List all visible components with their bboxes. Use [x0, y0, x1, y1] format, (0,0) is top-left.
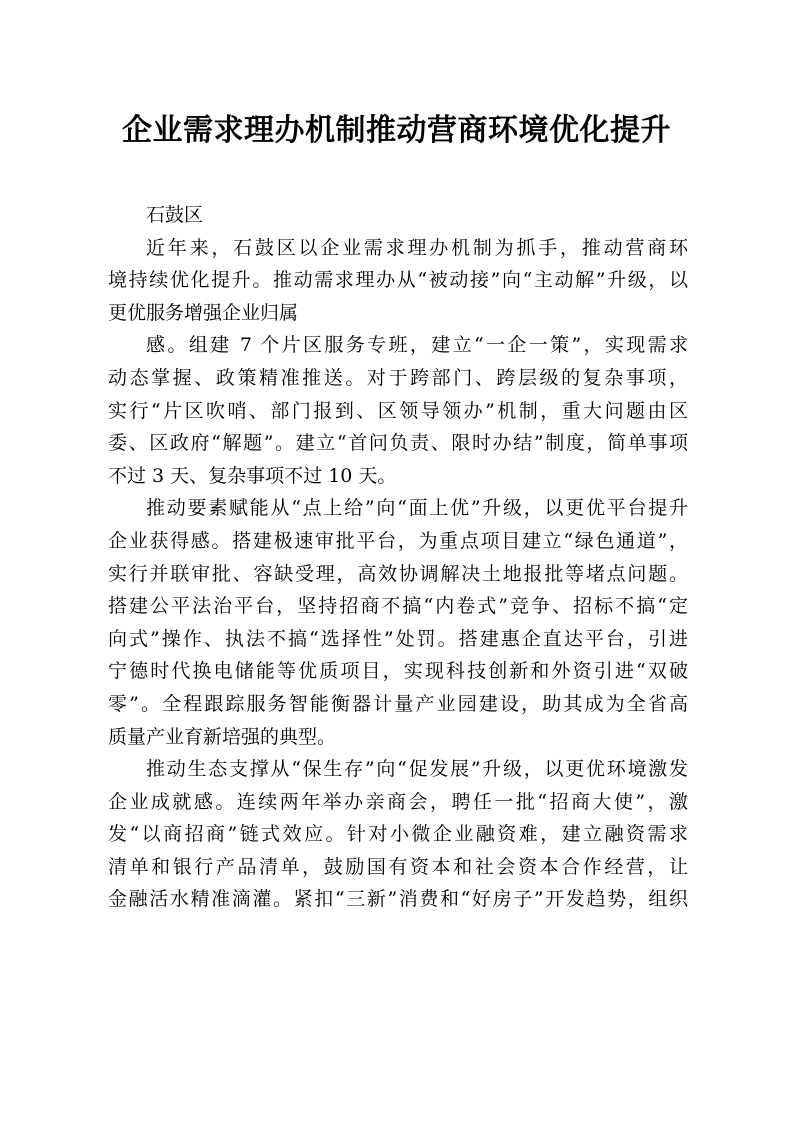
paragraph-line: 推动要素赋能从“点上给”向“面上优”升级，以更优平台提升	[146, 497, 688, 520]
paragraph-line: 宁德时代换电储能等优质项目，实现科技创新和外资引进“双破	[108, 660, 688, 683]
paragraph-line: 推动生态支撑从“保生存”向“促发展”升级，以更优环境激发	[146, 758, 688, 781]
paragraph-3	[108, 492, 688, 753]
paragraph-line: 企业成就感。连续两年举办亲商会，聘任一批“招商大使”，激	[108, 790, 688, 813]
paragraph-line: 境持续优化提升。推动需求理办从“被动接”向“主动解”升级，以	[108, 269, 688, 292]
paragraph-1	[108, 232, 688, 330]
paragraph-line: 质量产业育新培强的典型。	[108, 725, 337, 748]
document-title: 企业需求理办机制推动营商环境优化提升	[122, 113, 671, 148]
paragraph-line: 近年来，石鼓区以企业需求理办机制为抓手，推动营商环	[146, 236, 688, 259]
paragraph-line: 金融活水精准滴灌。紧扣“三新”消费和“好房子”开发趋势，组织	[108, 888, 688, 911]
document-body	[108, 199, 688, 916]
paragraph-2	[108, 329, 688, 492]
paragraph-line: 实行“片区吹哨、部门报到、区领导领办”机制，重大问题由区	[108, 399, 688, 422]
paragraph-line: 零”。全程跟踪服务智能衡器计量产业园建设，助其成为全省高	[108, 692, 688, 715]
paragraph-line: 更优服务增强企业归属	[108, 301, 299, 324]
paragraph-line: 搭建公平法治平台，坚持招商不搞“内卷式”竞争、招标不搞“定	[108, 595, 688, 618]
paragraph-line: 实行并联审批、容缺受理，高效协调解决土地报批等堵点问题。	[108, 562, 688, 585]
paragraph-line: 不过 3 天、复杂事项不过 10 天。	[108, 464, 397, 487]
author-line: 石鼓区	[146, 204, 204, 226]
paragraph-line: 委、区政府“解题”。建立“首问负责、限时办结”制度，简单事项	[108, 432, 688, 455]
paragraph-line: 感。组建 7 个片区服务专班，建立“一企一策”，实现需求	[146, 334, 688, 357]
paragraph-line: 向式”操作、执法不搞“选择性”处罚。搭建惠企直达平台，引进	[108, 627, 688, 650]
paragraph-4	[108, 753, 688, 916]
paragraph-line: 发“以商招商”链式效应。针对小微企业融资难，建立融资需求	[108, 823, 688, 846]
paragraph-line: 清单和银行产品清单，鼓励国有资本和社会资本合作经营，让	[108, 855, 688, 878]
paragraph-line: 企业获得感。搭建极速审批平台，为重点项目建立“绿色通道”，	[108, 529, 688, 552]
paragraph-line: 动态掌握、政策精准推送。对于跨部门、跨层级的复杂事项，	[108, 366, 688, 389]
